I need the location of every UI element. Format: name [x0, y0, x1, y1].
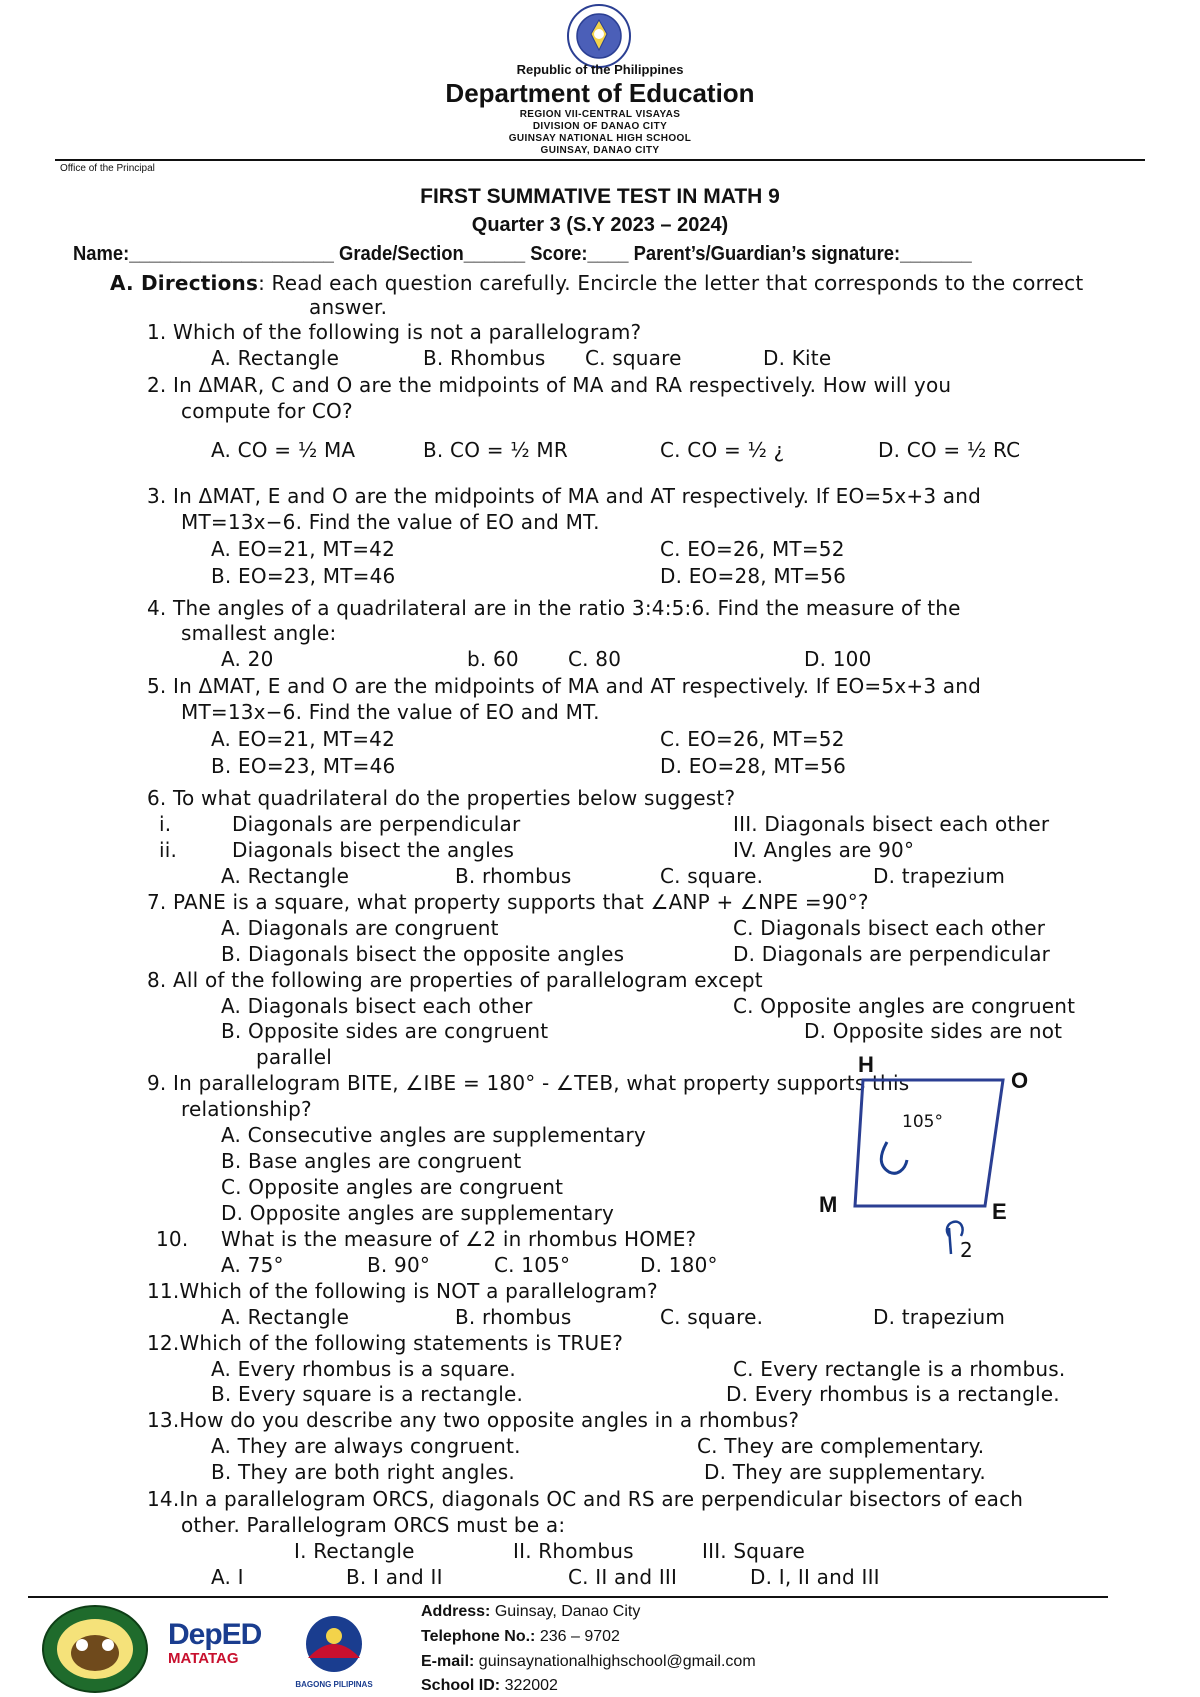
- q3-option-c[interactable]: C. EO=26, MT=52: [660, 537, 845, 561]
- q2-stem: 2. In ΔMAR, C and O are the midpoints of MA and RA respectively. How will you: [147, 373, 952, 397]
- school-id-value: 322002: [504, 1677, 558, 1694]
- q8-option-a-cont: parallel: [256, 1045, 333, 1069]
- q14-option-b[interactable]: B. I and II: [346, 1565, 443, 1589]
- address-value: Guinsay, Danao City: [494, 1603, 641, 1620]
- q13-option-c[interactable]: C. They are complementary.: [697, 1434, 985, 1458]
- footer-divider: [28, 1596, 1108, 1598]
- q14-choice-ii: II. Rhombus: [513, 1539, 634, 1563]
- q2-option-b[interactable]: B. CO = ½ MR: [423, 438, 568, 462]
- q2-option-a[interactable]: A. CO = ½ MA: [211, 438, 356, 462]
- region-text: REGION VII-CENTRAL VISAYAS: [519, 109, 681, 120]
- q4-option-d[interactable]: D. 100: [804, 647, 872, 671]
- q7-option-d[interactable]: D. Diagonals are perpendicular: [733, 942, 1051, 966]
- test-title: FIRST SUMMATIVE TEST IN MATH 9: [420, 185, 780, 208]
- q12-option-d[interactable]: D. Every rhombus is a rectangle.: [726, 1382, 1060, 1406]
- location-text: GUINSAY, DANAO CITY: [540, 145, 660, 156]
- q6-option-c[interactable]: C. square.: [660, 864, 764, 888]
- office-label: Office of the Principal: [60, 163, 155, 174]
- bagong-pilipinas-logo: [286, 1610, 382, 1694]
- q12-option-a[interactable]: A. Every rhombus is a square.: [211, 1357, 516, 1381]
- q10-option-b[interactable]: B. 90°: [367, 1253, 431, 1277]
- q2-stem-2: compute for CO?: [181, 399, 353, 423]
- q6-stem: 6. To what quadrilateral do the properties below suggest?: [147, 786, 736, 810]
- q1-option-d[interactable]: D. Kite: [763, 346, 832, 370]
- division-text: DIVISION OF DANAO CITY: [532, 121, 668, 132]
- q4-option-c[interactable]: C. 80: [568, 647, 622, 671]
- school-seal-logo: [42, 1605, 148, 1693]
- q5-option-b[interactable]: B. EO=23, MT=46: [211, 754, 396, 778]
- q6-option-b[interactable]: B. rhombus: [455, 864, 572, 888]
- vertex-o-label: O: [1011, 1068, 1029, 1093]
- telephone-label: Telephone No.:: [421, 1628, 536, 1645]
- footer-school-id: [421, 1677, 558, 1695]
- q11-option-c[interactable]: C. square.: [660, 1305, 764, 1329]
- q7-option-c[interactable]: C. Diagonals bisect each other: [733, 916, 1046, 940]
- q7-option-b[interactable]: B. Diagonals bisect the opposite angles: [221, 942, 625, 966]
- q4-option-b[interactable]: b. 60: [467, 647, 519, 671]
- student-info-line: Name:____________________ Grade/Section______ Score:____ Parent’s/Guardian’s signature:_______: [73, 243, 972, 265]
- school-text: GUINSAY NATIONAL HIGH SCHOOL: [508, 133, 692, 144]
- q2-option-c[interactable]: C. CO = ½ ¿: [660, 438, 785, 462]
- q9-option-d[interactable]: D. Opposite angles are supplementary: [221, 1201, 615, 1225]
- q5-option-d[interactable]: D. EO=28, MT=56: [660, 754, 847, 778]
- q14-option-a[interactable]: A. I: [211, 1565, 244, 1589]
- footer-telephone: [421, 1628, 620, 1646]
- q11-stem: 11.Which of the following is NOT a parallelogram?: [147, 1279, 658, 1303]
- q3-option-a[interactable]: A. EO=21, MT=42: [211, 537, 396, 561]
- q10-number: 10.: [156, 1227, 189, 1251]
- q8-option-d[interactable]: D. Opposite sides are not: [804, 1019, 1063, 1043]
- q13-option-d[interactable]: D. They are supplementary.: [704, 1460, 986, 1484]
- q6-property-ii: Diagonals bisect the angles: [232, 838, 515, 862]
- q6-option-a[interactable]: A. Rectangle: [221, 864, 350, 888]
- directions: [110, 270, 1083, 296]
- q6-property-i: Diagonals are perpendicular: [232, 812, 521, 836]
- address-label: Address:: [421, 1603, 491, 1620]
- q4-option-a[interactable]: A. 20: [221, 647, 274, 671]
- q5-option-a[interactable]: A. EO=21, MT=42: [211, 727, 396, 751]
- q9-stem: 9. In parallelogram BITE, ∠IBE = 180° - ∠TEB, what property supports this: [147, 1071, 910, 1095]
- directions-text-2: answer.: [309, 295, 388, 319]
- deped-seal: [555, 4, 643, 68]
- q11-option-b[interactable]: B. rhombus: [455, 1305, 572, 1329]
- q10-option-c[interactable]: C. 105°: [494, 1253, 571, 1277]
- q10-stem: What is the measure of ∠2 in rhombus HOME?: [221, 1227, 697, 1251]
- q5-stem-2: MT=13x−6. Find the value of EO and MT.: [181, 700, 600, 724]
- q10-option-a[interactable]: A. 75°: [221, 1253, 284, 1277]
- matatag-text: MATATAG: [168, 1650, 239, 1667]
- q1-option-a[interactable]: A. Rectangle: [211, 346, 340, 370]
- q7-option-a[interactable]: A. Diagonals are congruent: [221, 916, 499, 940]
- telephone-value: 236 – 9702: [539, 1628, 620, 1645]
- q8-option-a[interactable]: A. Diagonals bisect each other: [221, 994, 533, 1018]
- q14-choice-i: I. Rectangle: [294, 1539, 415, 1563]
- q14-stem-2: other. Parallelogram ORCS must be a:: [181, 1513, 566, 1537]
- q14-stem: 14.In a parallelogram ORCS, diagonals OC and RS are perpendicular bisectors of each: [147, 1487, 1024, 1511]
- q6-roman-i: i.: [159, 812, 172, 836]
- q10-option-d[interactable]: D. 180°: [640, 1253, 718, 1277]
- q13-option-b[interactable]: B. They are both right angles.: [211, 1460, 515, 1484]
- q12-option-c[interactable]: C. Every rectangle is a rhombus.: [733, 1357, 1066, 1381]
- q6-property-iii: III. Diagonals bisect each other: [733, 812, 1050, 836]
- q14-option-d[interactable]: D. I, II and III: [750, 1565, 880, 1589]
- directions-text: : Read each question carefully. Encircle the letter that corresponds to the correct: [258, 271, 1084, 295]
- school-id-label: School ID:: [421, 1677, 501, 1694]
- deped-logo-text: DepED: [168, 1618, 262, 1651]
- q5-option-c[interactable]: C. EO=26, MT=52: [660, 727, 845, 751]
- q3-stem: 3. In ΔMAT, E and O are the midpoints of MA and AT respectively. If EO=5x+3 and: [147, 484, 982, 508]
- directions-label: A. Directions: [110, 271, 259, 295]
- q3-option-b[interactable]: B. EO=23, MT=46: [211, 564, 396, 588]
- q9-option-c[interactable]: C. Opposite angles are congruent: [221, 1175, 564, 1199]
- q1-stem: 1. Which of the following is not a parallelogram?: [147, 320, 642, 344]
- vertex-e-label: E: [992, 1199, 1007, 1224]
- q6-option-d[interactable]: D. trapezium: [873, 864, 1006, 888]
- q3-stem-2: MT=13x−6. Find the value of EO and MT.: [181, 510, 600, 534]
- vertex-m-label: M: [819, 1192, 838, 1217]
- q8-stem: 8. All of the following are properties of parallelogram except: [147, 968, 763, 992]
- q3-option-d[interactable]: D. EO=28, MT=56: [660, 564, 847, 588]
- q12-option-b[interactable]: B. Every square is a rectangle.: [211, 1382, 524, 1406]
- angle-2-label: 2: [960, 1238, 973, 1262]
- footer-address: [421, 1603, 640, 1621]
- q1-option-b[interactable]: B. Rhombus: [423, 346, 546, 370]
- q1-option-c[interactable]: C. square: [585, 346, 682, 370]
- email-value[interactable]: guinsaynationalhighschool@gmail.com: [478, 1653, 756, 1670]
- republic-text: Republic of the Philippines: [516, 62, 684, 77]
- q4-stem: 4. The angles of a quadrilateral are in the ratio 3:4:5:6. Find the measure of the: [147, 596, 961, 620]
- department-title: Department of Education: [445, 78, 755, 108]
- q11-option-d[interactable]: D. trapezium: [873, 1305, 1006, 1329]
- quarter-label: Quarter 3 (S.Y 2023 – 2024): [471, 214, 729, 236]
- q12-stem: 12.Which of the following statements is TRUE?: [147, 1331, 624, 1355]
- q11-option-a[interactable]: A. Rectangle: [221, 1305, 350, 1329]
- header-divider: [55, 159, 1145, 161]
- q5-stem: 5. In ΔMAT, E and O are the midpoints of MA and AT respectively. If EO=5x+3 and: [147, 674, 982, 698]
- q4-stem-2: smallest angle:: [181, 621, 337, 645]
- footer-email: [421, 1653, 756, 1671]
- email-label: E-mail:: [421, 1653, 475, 1670]
- q9-option-b[interactable]: B. Base angles are congruent: [221, 1149, 522, 1173]
- angle-105-label: 105°: [902, 1112, 943, 1132]
- q9-stem-2: relationship?: [181, 1097, 312, 1121]
- q13-option-a[interactable]: A. They are always congruent.: [211, 1434, 521, 1458]
- q14-option-c[interactable]: C. II and III: [568, 1565, 678, 1589]
- q6-property-iv: IV. Angles are 90°: [733, 838, 915, 862]
- q9-option-a[interactable]: A. Consecutive angles are supplementary: [221, 1123, 646, 1147]
- bagong-pilipinas-text: BAGONG PILIPINAS: [295, 1680, 373, 1689]
- vertex-h-label: H: [858, 1052, 874, 1077]
- q8-option-c[interactable]: C. Opposite angles are congruent: [733, 994, 1076, 1018]
- deped-matatag-logo: [168, 1618, 264, 1682]
- q13-stem: 13.How do you describe any two opposite angles in a rhombus?: [147, 1408, 800, 1432]
- q14-choice-iii: III. Square: [702, 1539, 806, 1563]
- q8-option-b[interactable]: B. Opposite sides are congruent: [221, 1019, 549, 1043]
- q7-stem: 7. PANE is a square, what property supports that ∠ANP + ∠NPE =90°?: [147, 890, 869, 914]
- q6-roman-ii: ii.: [159, 838, 178, 862]
- q2-option-d[interactable]: D. CO = ½ RC: [878, 438, 1021, 462]
